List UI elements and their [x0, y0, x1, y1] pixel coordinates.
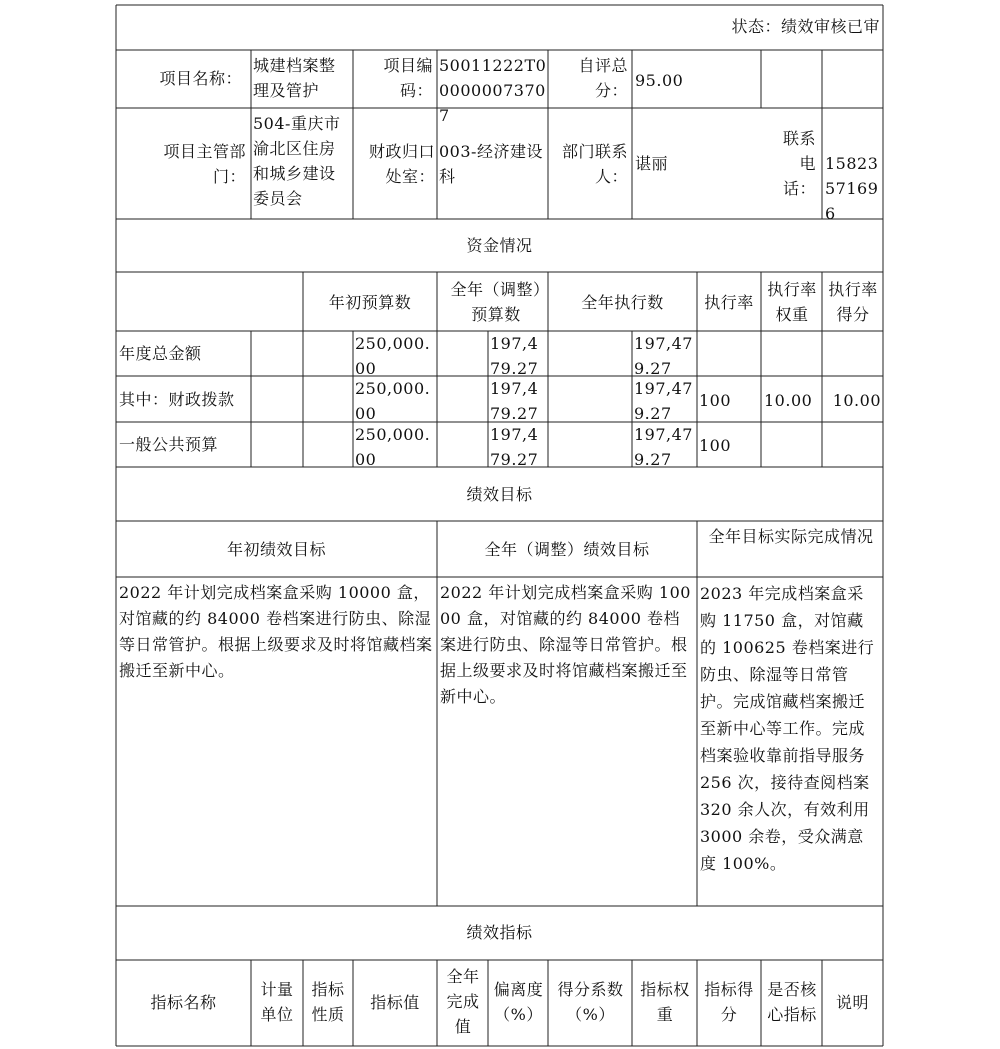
contact-value: 谌丽	[635, 154, 669, 173]
indicator-header-core: 是否核心指标	[767, 980, 817, 1024]
funds-row-executed: 197,479.27	[634, 425, 693, 469]
indicator-header-completion: 全年完成值	[446, 967, 480, 1036]
funds-row-initial: 250,000.00	[355, 334, 431, 378]
dept-label: 项目主管部门：	[163, 142, 246, 186]
goals-actual-text: 2023 年完成档案盒采购 11750 盒，对馆藏的 100625 卷档案进行防虫、除湿等日常管护。完成馆藏档案搬迁至新中心等工作。完成档案验收靠前指导服务 256 次，接待查阅档案 320 余人次，有效利用 3000 余卷，受众满意度 100%。	[700, 584, 875, 873]
funds-header-initial: 年初预算数	[328, 293, 412, 312]
funds-header-adjusted: 全年（调整）预算数	[450, 280, 542, 324]
funds-row-label: 一般公共预算	[119, 435, 219, 454]
goals-section-title: 绩效目标	[466, 485, 533, 504]
funds-row-score: 10.00	[832, 391, 881, 410]
self-score-value: 95.00	[635, 71, 684, 90]
funds-row-weight: 10.00	[764, 391, 813, 410]
goals-actual-header: 全年目标实际完成情况	[708, 527, 874, 546]
status-text: 状态：绩效审核已审	[731, 17, 880, 36]
project-name-value: 城建档案整理及管护	[253, 56, 336, 100]
indicator-header-note: 说明	[835, 993, 869, 1012]
funds-row-adjusted: 197,479.27	[490, 379, 539, 423]
self-score-label: 自评总分：	[578, 56, 628, 100]
indicator-header-deviation: 偏离度（%）	[493, 980, 544, 1024]
funds-row-rate: 100	[699, 391, 732, 410]
goals-initial-header: 年初绩效目标	[226, 540, 326, 559]
funds-header-executed: 全年执行数	[581, 293, 664, 312]
indicators-section-title: 绩效指标	[466, 923, 533, 942]
contact-label: 部门联系人：	[561, 142, 628, 186]
funds-row-executed: 197,479.27	[634, 379, 693, 423]
funds-section-title: 资金情况	[466, 236, 533, 255]
funds-header-rate: 执行率	[704, 293, 754, 312]
finance-dept-label: 财政归口处室：	[368, 142, 435, 186]
project-code-value: 50011222T000000073707	[439, 56, 547, 125]
phone-value: 15823571696	[825, 154, 879, 223]
funds-row-adjusted: 197,479.27	[490, 425, 539, 469]
indicator-header-value: 指标值	[370, 993, 420, 1012]
project-code-label: 项目编码：	[383, 56, 433, 100]
funds-row-adjusted: 197,479.27	[490, 334, 539, 378]
indicator-header-weight: 指标权重	[640, 980, 690, 1024]
funds-row-rate: 100	[699, 436, 732, 455]
finance-dept-value: 003-经济建设科	[439, 142, 543, 186]
funds-row-label: 年度总金额	[119, 344, 202, 363]
goals-initial-text: 2022 年计划完成档案盒采购 10000 盒，对馆藏的约 84000 卷档案进行防虫、除湿等日常管护。根据上级要求及时将馆藏档案搬迁至新中心。	[119, 583, 433, 680]
indicator-header-nature: 指标性质	[311, 980, 345, 1024]
phone-label: 联系电话：	[782, 129, 816, 198]
funds-row-executed: 197,479.27	[634, 334, 693, 378]
funds-header-score: 执行率得分	[828, 280, 878, 324]
indicator-header-name: 指标名称	[150, 993, 217, 1012]
dept-value: 504-重庆市渝北区住房和城乡建设委员会	[253, 114, 341, 208]
indicator-header-coefficient: 得分系数（%）	[557, 980, 624, 1024]
goals-adjusted-header: 全年（调整）绩效目标	[484, 540, 650, 559]
funds-header-weight: 执行率权重	[767, 280, 817, 324]
project-name-label: 项目名称：	[159, 69, 242, 88]
indicator-header-unit: 计量单位	[260, 980, 294, 1024]
funds-row-initial: 250,000.00	[355, 425, 431, 469]
funds-row-label: 其中：财政拨款	[119, 390, 235, 409]
funds-row-initial: 250,000.00	[355, 379, 431, 423]
indicator-header-score: 指标得分	[704, 980, 754, 1024]
goals-adjusted-text: 2022 年计划完成档案盒采购 10000 盒，对馆藏的约 84000 卷档案进行防虫、除湿等日常管护。根据上级要求及时将馆藏档案搬迁至新中心。	[440, 583, 691, 706]
